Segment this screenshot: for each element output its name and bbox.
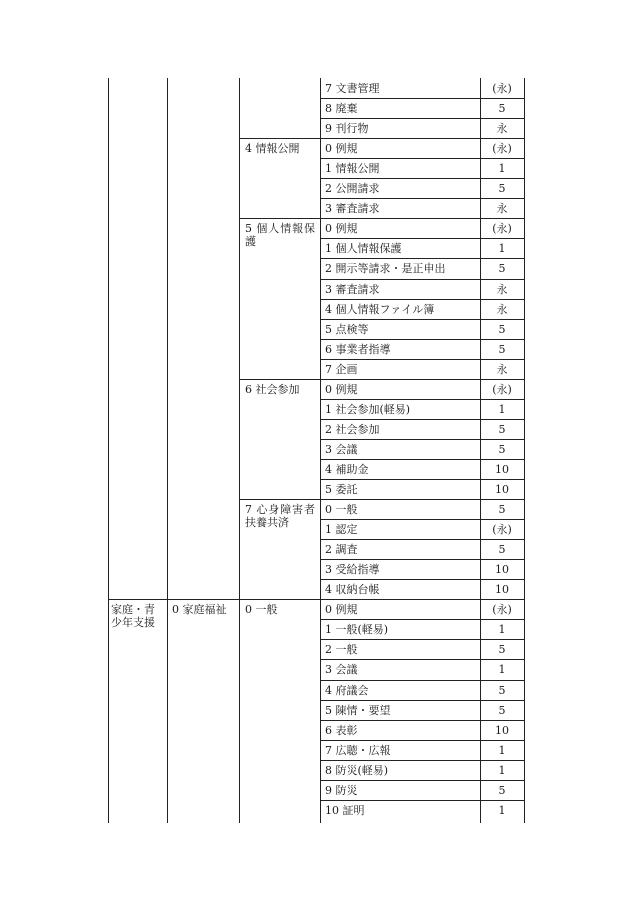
retention-period: 永 bbox=[496, 122, 508, 136]
item-label: 3 受給指導 bbox=[325, 563, 380, 577]
item-label: 9 防災 bbox=[325, 783, 358, 797]
section-label: 0 一般 bbox=[245, 603, 278, 617]
retention-period: 1 bbox=[498, 402, 506, 416]
row-divider bbox=[320, 98, 524, 99]
retention-period: 1 bbox=[498, 162, 506, 176]
item-label: 3 会議 bbox=[325, 663, 358, 677]
item-label: 0 例規 bbox=[325, 603, 358, 617]
retention-period: 10 bbox=[495, 462, 509, 476]
item-label: 0 例規 bbox=[325, 142, 358, 156]
group-divider bbox=[239, 499, 524, 500]
row-divider bbox=[320, 760, 524, 761]
item-label: 5 点検等 bbox=[325, 322, 369, 336]
retention-period: 5 bbox=[498, 182, 506, 196]
row-divider bbox=[320, 579, 524, 580]
item-label: 9 刊行物 bbox=[325, 122, 369, 136]
retention-period: (永) bbox=[492, 523, 512, 537]
section-label: 6 社会参加 bbox=[245, 382, 300, 396]
item-label: 3 審査請求 bbox=[325, 202, 380, 216]
row-divider bbox=[320, 800, 524, 801]
row-divider bbox=[320, 258, 524, 259]
row-divider bbox=[320, 319, 524, 320]
row-divider bbox=[320, 479, 524, 480]
retention-period: (永) bbox=[492, 603, 512, 617]
row-divider bbox=[320, 279, 524, 280]
retention-period: 永 bbox=[496, 282, 508, 296]
retention-period: (永) bbox=[492, 382, 512, 396]
item-label: 0 一般 bbox=[325, 503, 358, 517]
retention-period: 10 bbox=[495, 563, 509, 577]
retention-period: 10 bbox=[495, 483, 509, 496]
item-label: 7 企画 bbox=[325, 362, 358, 376]
row-divider bbox=[320, 740, 524, 741]
row-divider bbox=[320, 439, 524, 440]
retention-period: 永 bbox=[496, 202, 508, 216]
row-divider bbox=[320, 198, 524, 199]
row-divider bbox=[320, 720, 524, 721]
retention-period: 永 bbox=[496, 362, 508, 376]
item-label: 1 個人情報保護 bbox=[325, 242, 402, 256]
row-divider bbox=[320, 118, 524, 119]
group-divider bbox=[239, 138, 524, 139]
retention-period: 5 bbox=[498, 342, 506, 356]
retention-period: 5 bbox=[498, 643, 506, 657]
retention-period: 5 bbox=[498, 703, 506, 717]
row-divider bbox=[320, 399, 524, 400]
retention-period: 5 bbox=[498, 102, 506, 116]
item-label: 8 廃棄 bbox=[325, 102, 358, 116]
retention-period: (永) bbox=[492, 222, 512, 236]
retention-period: 1 bbox=[498, 663, 506, 677]
item-label: 8 防災(軽易) bbox=[325, 763, 389, 777]
item-label: 1 社会参加(軽易) bbox=[325, 402, 411, 416]
row-divider bbox=[320, 299, 524, 300]
group-divider bbox=[239, 218, 524, 219]
retention-period: 5 bbox=[498, 262, 506, 276]
item-label: 0 例規 bbox=[325, 222, 358, 236]
retention-period: (永) bbox=[492, 142, 512, 156]
row-divider bbox=[320, 559, 524, 560]
row-divider bbox=[320, 359, 524, 360]
group-divider bbox=[108, 599, 524, 600]
row-divider bbox=[320, 700, 524, 701]
retention-period: (永) bbox=[492, 82, 512, 95]
section-label: 4 情報公開 bbox=[245, 142, 300, 156]
retention-period: 5 bbox=[498, 683, 506, 697]
item-label: 2 一般 bbox=[325, 643, 358, 657]
item-label: 1 一般(軽易) bbox=[325, 623, 389, 637]
column-rule-1 bbox=[108, 78, 109, 823]
row-divider bbox=[320, 680, 524, 681]
item-label: 6 表彰 bbox=[325, 723, 358, 737]
item-label: 4 補助金 bbox=[325, 462, 369, 476]
row-divider bbox=[320, 419, 524, 420]
retention-period: 永 bbox=[496, 302, 508, 316]
item-label: 7 広聴・広報 bbox=[325, 743, 391, 757]
row-divider bbox=[320, 178, 524, 179]
row-divider bbox=[320, 158, 524, 159]
retention-period: 5 bbox=[498, 783, 506, 797]
retention-period: 5 bbox=[498, 422, 506, 436]
item-label: 4 個人情報ファイル簿 bbox=[325, 302, 435, 316]
row-divider bbox=[320, 519, 524, 520]
item-label: 1 認定 bbox=[325, 523, 358, 537]
retention-period: 5 bbox=[498, 543, 506, 557]
column-rule-4 bbox=[320, 78, 321, 823]
retention-period: 1 bbox=[498, 623, 506, 637]
section-label: 5 個人情報保護 bbox=[245, 222, 315, 249]
item-label: 4 収納台帳 bbox=[325, 583, 380, 597]
row-divider bbox=[320, 459, 524, 460]
row-divider bbox=[320, 780, 524, 781]
subcategory-label: 0 家庭福祉 bbox=[172, 603, 227, 617]
row-divider bbox=[320, 339, 524, 340]
retention-period: 1 bbox=[498, 743, 506, 757]
retention-period: 10 bbox=[495, 583, 509, 597]
retention-period: 5 bbox=[498, 442, 506, 456]
item-label: 3 会議 bbox=[325, 442, 358, 456]
item-label: 2 開示等請求・是正申出 bbox=[325, 262, 446, 276]
row-divider bbox=[320, 659, 524, 660]
item-label: 0 例規 bbox=[325, 382, 358, 396]
column-rule-6 bbox=[524, 78, 525, 823]
retention-period: 5 bbox=[498, 503, 506, 517]
group-divider bbox=[239, 379, 524, 380]
item-label: 4 府議会 bbox=[325, 683, 369, 697]
retention-period: 1 bbox=[498, 242, 506, 256]
item-label: 5 陳情・要望 bbox=[325, 703, 391, 717]
item-label: 3 審査請求 bbox=[325, 282, 380, 296]
retention-period: 1 bbox=[498, 763, 506, 777]
row-divider bbox=[320, 619, 524, 620]
row-divider bbox=[320, 539, 524, 540]
item-label: 7 文書管理 bbox=[325, 82, 380, 95]
category-label: 家庭・青少年支援 bbox=[111, 603, 155, 630]
row-divider bbox=[320, 238, 524, 239]
retention-period: 5 bbox=[498, 322, 506, 336]
retention-period: 1 bbox=[498, 803, 506, 817]
item-label: 1 情報公開 bbox=[325, 162, 380, 176]
item-label: 5 委託 bbox=[325, 483, 358, 496]
item-label: 2 調査 bbox=[325, 543, 358, 557]
column-rule-5 bbox=[480, 78, 481, 823]
item-label: 2 公開請求 bbox=[325, 182, 380, 196]
item-label: 10 証明 bbox=[325, 803, 365, 817]
item-label: 2 社会参加 bbox=[325, 422, 380, 436]
item-label: 6 事業者指導 bbox=[325, 342, 391, 356]
retention-period: 10 bbox=[495, 723, 509, 737]
section-label: 7 心身障害者扶養共済 bbox=[245, 503, 315, 530]
column-rule-3 bbox=[239, 78, 240, 823]
row-divider bbox=[320, 639, 524, 640]
column-rule-2 bbox=[167, 78, 168, 823]
